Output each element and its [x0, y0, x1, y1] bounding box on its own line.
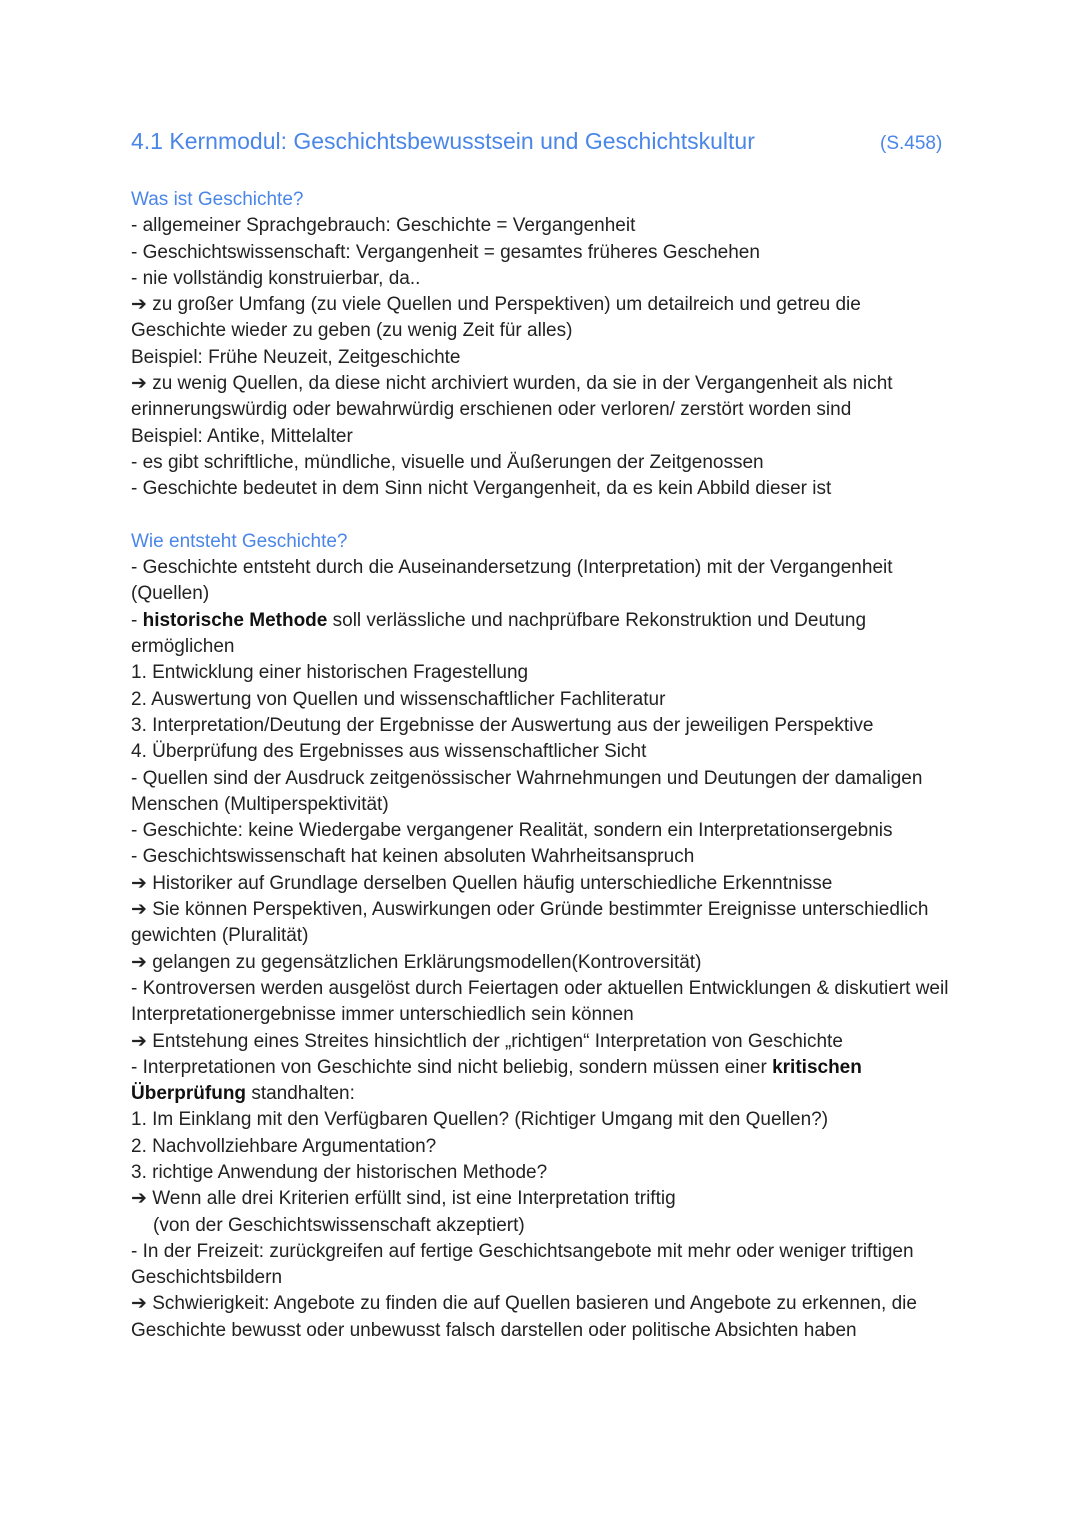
paragraph-line: ➔ Entstehung eines Streites hinsichtlich der „richtigen“ Interpretation von Geschichte [131, 1030, 843, 1052]
paragraph-line: ➔ Sie können Perspektiven, Auswirkungen oder Gründe bestimmter Ereignisse unterschiedlich gewichten (Pluralität) [131, 899, 929, 947]
paragraph-line: 4. Überprüfung des Ergebnisses aus wissenschaftlicher Sicht [131, 741, 647, 763]
paragraph-line: 2. Auswertung von Quellen und wissenschaftlicher Fachliteratur [131, 688, 666, 710]
page-reference: (S.458) [880, 133, 943, 154]
text-span: - Interpretationen von Geschichte sind nicht beliebig, sondern müssen einer [131, 1056, 773, 1078]
section2-lines-a [131, 660, 961, 1054]
text-span: - [131, 609, 143, 631]
paragraph-line: 1. Im Einklang mit den Verfügbaren Quellen? (Richtiger Umgang mit den Quellen?) [131, 1109, 829, 1131]
paragraph-line: - Geschichtswissenschaft hat keinen absoluten Wahrheitsanspruch [131, 846, 695, 868]
paragraph-line: - Quellen sind der Ausdruck zeitgenössischer Wahrnehmungen und Deutungen der damaligen Menschen (Multiperspektivität) [131, 767, 923, 815]
section2-lines-b [131, 1107, 961, 1212]
section-heading-wie-entsteht-geschichte: Wie entsteht Geschichte? [131, 530, 348, 552]
paragraph-line: ➔ Historiker auf Grundlage derselben Quellen häufig unterschiedliche Erkenntnisse [131, 872, 833, 894]
paragraph-line: 2. Nachvollziehbare Argumentation? [131, 1135, 437, 1157]
paragraph-line [131, 1055, 961, 1108]
section-heading-was-ist-geschichte: Was ist Geschichte? [131, 189, 304, 210]
paragraph-line: - allgemeiner Sprachgebrauch: Geschichte = Vergangenheit [131, 215, 636, 237]
paragraph-line [131, 608, 961, 661]
section-gap [131, 503, 961, 529]
paragraph-line: 1. Entwicklung einer historischen Fragestellung [131, 662, 529, 684]
paragraph-line: - es gibt schriftliche, mündliche, visuelle und Äußerungen der Zeitgenossen [131, 451, 764, 473]
paragraph-line [131, 1213, 961, 1239]
paragraph-line: ➔ Wenn alle drei Kriterien erfüllt sind, ist eine Interpretation triftig [131, 1188, 676, 1210]
paragraph-line: - Geschichtswissenschaft: Vergangenheit = gesamtes früheres Geschehen [131, 241, 760, 263]
paragraph-line: ➔ Schwierigkeit: Angebote zu finden die auf Quellen basieren und Angebote zu erkennen, die Geschichte bewusst oder unbewusst falsch darstellen oder politische Absichten haben [131, 1293, 917, 1341]
paragraph-line: 3. richtige Anwendung der historischen Methode? [131, 1161, 548, 1183]
text-span: (von der Geschichtswissenschaft akzeptiert) [153, 1214, 525, 1236]
section1-lines [131, 213, 961, 502]
paragraph-line: - Geschichte entsteht durch die Auseinandersetzung (Interpretation) mit der Vergangenheit (Quellen) [131, 557, 893, 605]
paragraph-line: ➔ zu wenig Quellen, da diese nicht archiviert wurden, da sie in der Vergangenheit als nicht erinnerungswürdig oder bewahrwürdig erschienen oder verloren/ zerstört worden sind [131, 373, 893, 421]
paragraph-line: - Geschichte: keine Wiedergabe vergangener Realität, sondern ein Interpretationsergebnis [131, 820, 893, 842]
paragraph-line: - In der Freizeit: zurückgreifen auf fertige Geschichtsangebote mit mehr oder weniger triftigen Geschichtsbildern [131, 1240, 914, 1289]
bold-term: historische Methode [142, 609, 328, 631]
section2-lines-c [131, 1239, 961, 1344]
paragraph-line: - nie vollständig konstruierbar, da.. [131, 267, 421, 289]
bold-term: kritischen Überprüfung [131, 1056, 862, 1105]
document-body [131, 187, 961, 1344]
paragraph-line: 3. Interpretation/Deutung der Ergebnisse der Auswertung aus der jeweiligen Perspektive [131, 714, 874, 736]
paragraph-line: Beispiel: Frühe Neuzeit, Zeitgeschichte [131, 346, 461, 368]
page-title: 4.1 Kernmodul: Geschichtsbewusstsein und Geschichtskultur [131, 128, 755, 154]
paragraph-line: ➔ zu großer Umfang (zu viele Quellen und Perspektiven) um detailreich und getreu die Geschichte wieder zu geben (zu wenig Zeit für alles) [131, 294, 861, 342]
text-span: soll verlässliche und nachprüfbare Rekonstruktion und Deutung ermöglichen [131, 609, 867, 658]
text-span: standhalten: [246, 1083, 355, 1105]
paragraph-line: - Kontroversen werden ausgelöst durch Feiertagen oder aktuellen Entwicklungen & diskutiert weil Interpretationergebnisse immer unterschiedlich sein können [131, 977, 949, 1026]
paragraph-line: - Geschichte bedeutet in dem Sinn nicht Vergangenheit, da es kein Abbild dieser ist [131, 478, 832, 500]
paragraph-line: Beispiel: Antike, Mittelalter [131, 425, 353, 447]
paragraph-line: ➔ gelangen zu gegensätzlichen Erklärungsmodellen(Kontroversität) [131, 951, 702, 973]
